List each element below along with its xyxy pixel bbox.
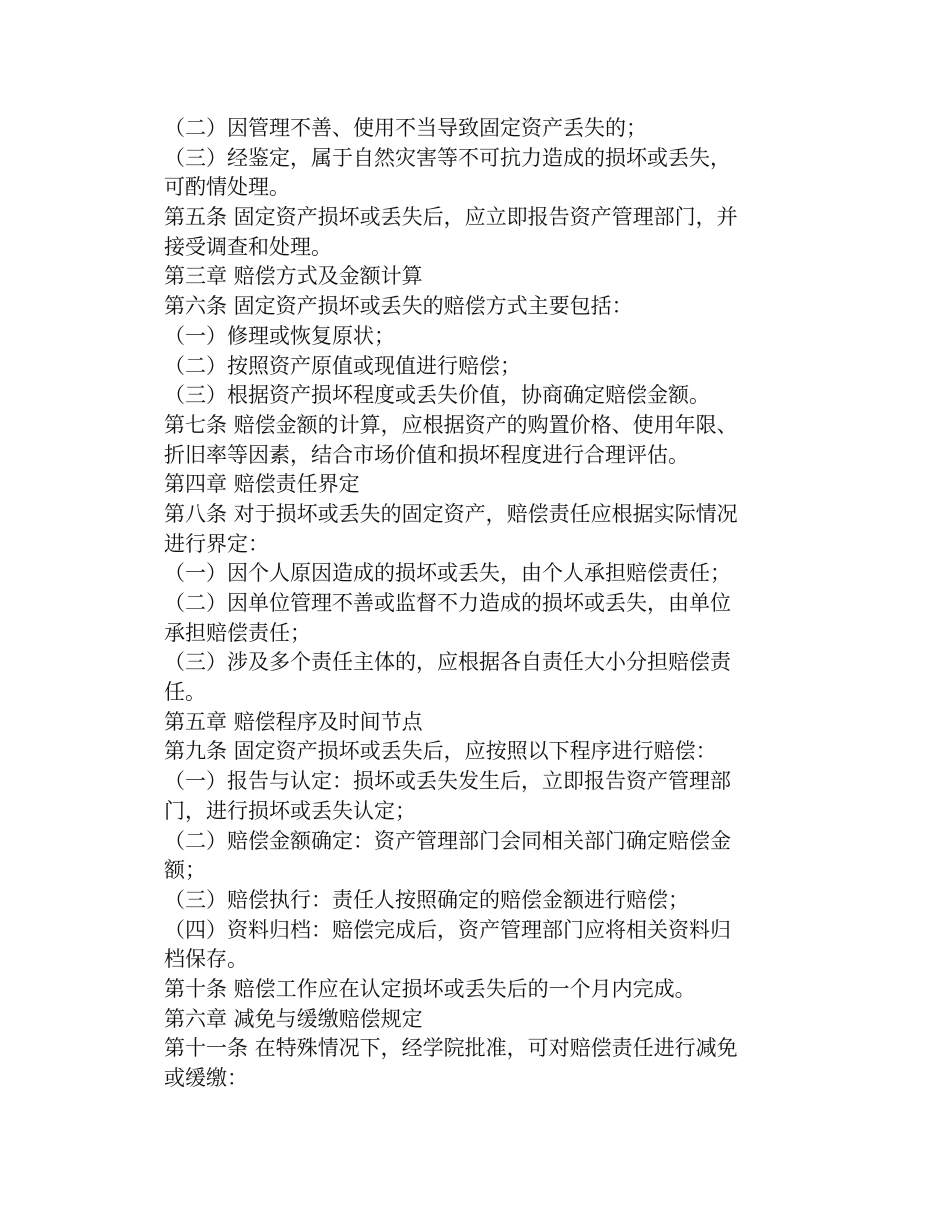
text-line: 或缓缴： <box>164 1066 248 1090</box>
article-line: 第十条 赔偿工作应在认定损坏或丢失后的一个月内完成。 <box>164 976 696 1001</box>
text-line: 进行界定： <box>164 531 269 556</box>
chapter-heading: 第三章 赔偿方式及金额计算 <box>164 264 423 289</box>
article-line: 第六条 固定资产损坏或丢失的赔偿方式主要包括： <box>164 294 633 319</box>
text-line: （二）赔偿金额确定：资产管理部门会同相关部门确定赔偿金 <box>164 828 731 853</box>
chapter-heading: 第四章 赔偿责任界定 <box>164 472 360 497</box>
text-line: （一）报告与认定：损坏或丢失发生后，立即报告资产管理部 <box>164 769 731 794</box>
text-line: 接受调查和处理。 <box>164 234 332 259</box>
article-line: 第七条 赔偿金额的计算，应根据资产的购置价格、使用年限、 <box>164 412 738 437</box>
text-line: （三）赔偿执行：责任人按照确定的赔偿金额进行赔偿； <box>164 887 689 912</box>
text-line: （三）涉及多个责任主体的，应根据各自责任大小分担赔偿责 <box>164 650 731 675</box>
text-line: （一）修理或恢复原状； <box>164 323 395 348</box>
article-line: 第五条 固定资产损坏或丢失后，应立即报告资产管理部门，并 <box>164 205 738 230</box>
text-line: 门，进行损坏或丢失认定； <box>164 798 416 823</box>
article-line: 第十一条 在特殊情况下，经学院批准，可对赔偿责任进行减免 <box>164 1036 738 1061</box>
text-line: （二）因单位管理不善或监督不力造成的损坏或丢失，由单位 <box>164 591 731 615</box>
text-line: 可酌情处理。 <box>164 175 290 200</box>
text-line: 任。 <box>164 680 206 705</box>
text-line: 承担赔偿责任； <box>164 620 311 645</box>
text-line: （三）经鉴定，属于自然灾害等不可抗力造成的损坏或丢失， <box>164 145 731 170</box>
article-line: 第八条 对于损坏或丢失的固定资产，赔偿责任应根据实际情况 <box>164 501 738 526</box>
document-body <box>164 114 784 1094</box>
text-line: 档保存。 <box>164 947 248 972</box>
text-line: （四）资料归档：赔偿完成后，资产管理部门应将相关资料归 <box>164 917 731 942</box>
chapter-heading: 第六章 减免与缓缴赔偿规定 <box>164 1006 423 1031</box>
text-line: 折旧率等因素，结合市场价值和损坏程度进行合理评估。 <box>164 442 689 467</box>
text-line: 额； <box>164 858 206 883</box>
article-line: 第九条 固定资产损坏或丢失后，应按照以下程序进行赔偿： <box>164 739 717 764</box>
text-line: （二）按照资产原值或现值进行赔偿； <box>164 353 521 378</box>
text-line: （三）根据资产损坏程度或丢失价值，协商确定赔偿金额。 <box>164 383 710 408</box>
text-line: （二）因管理不善、使用不当导致固定资产丢失的； <box>164 116 647 140</box>
chapter-heading: 第五章 赔偿程序及时间节点 <box>164 709 423 734</box>
text-line: （一）因个人原因造成的损坏或丢失，由个人承担赔偿责任； <box>164 561 731 586</box>
